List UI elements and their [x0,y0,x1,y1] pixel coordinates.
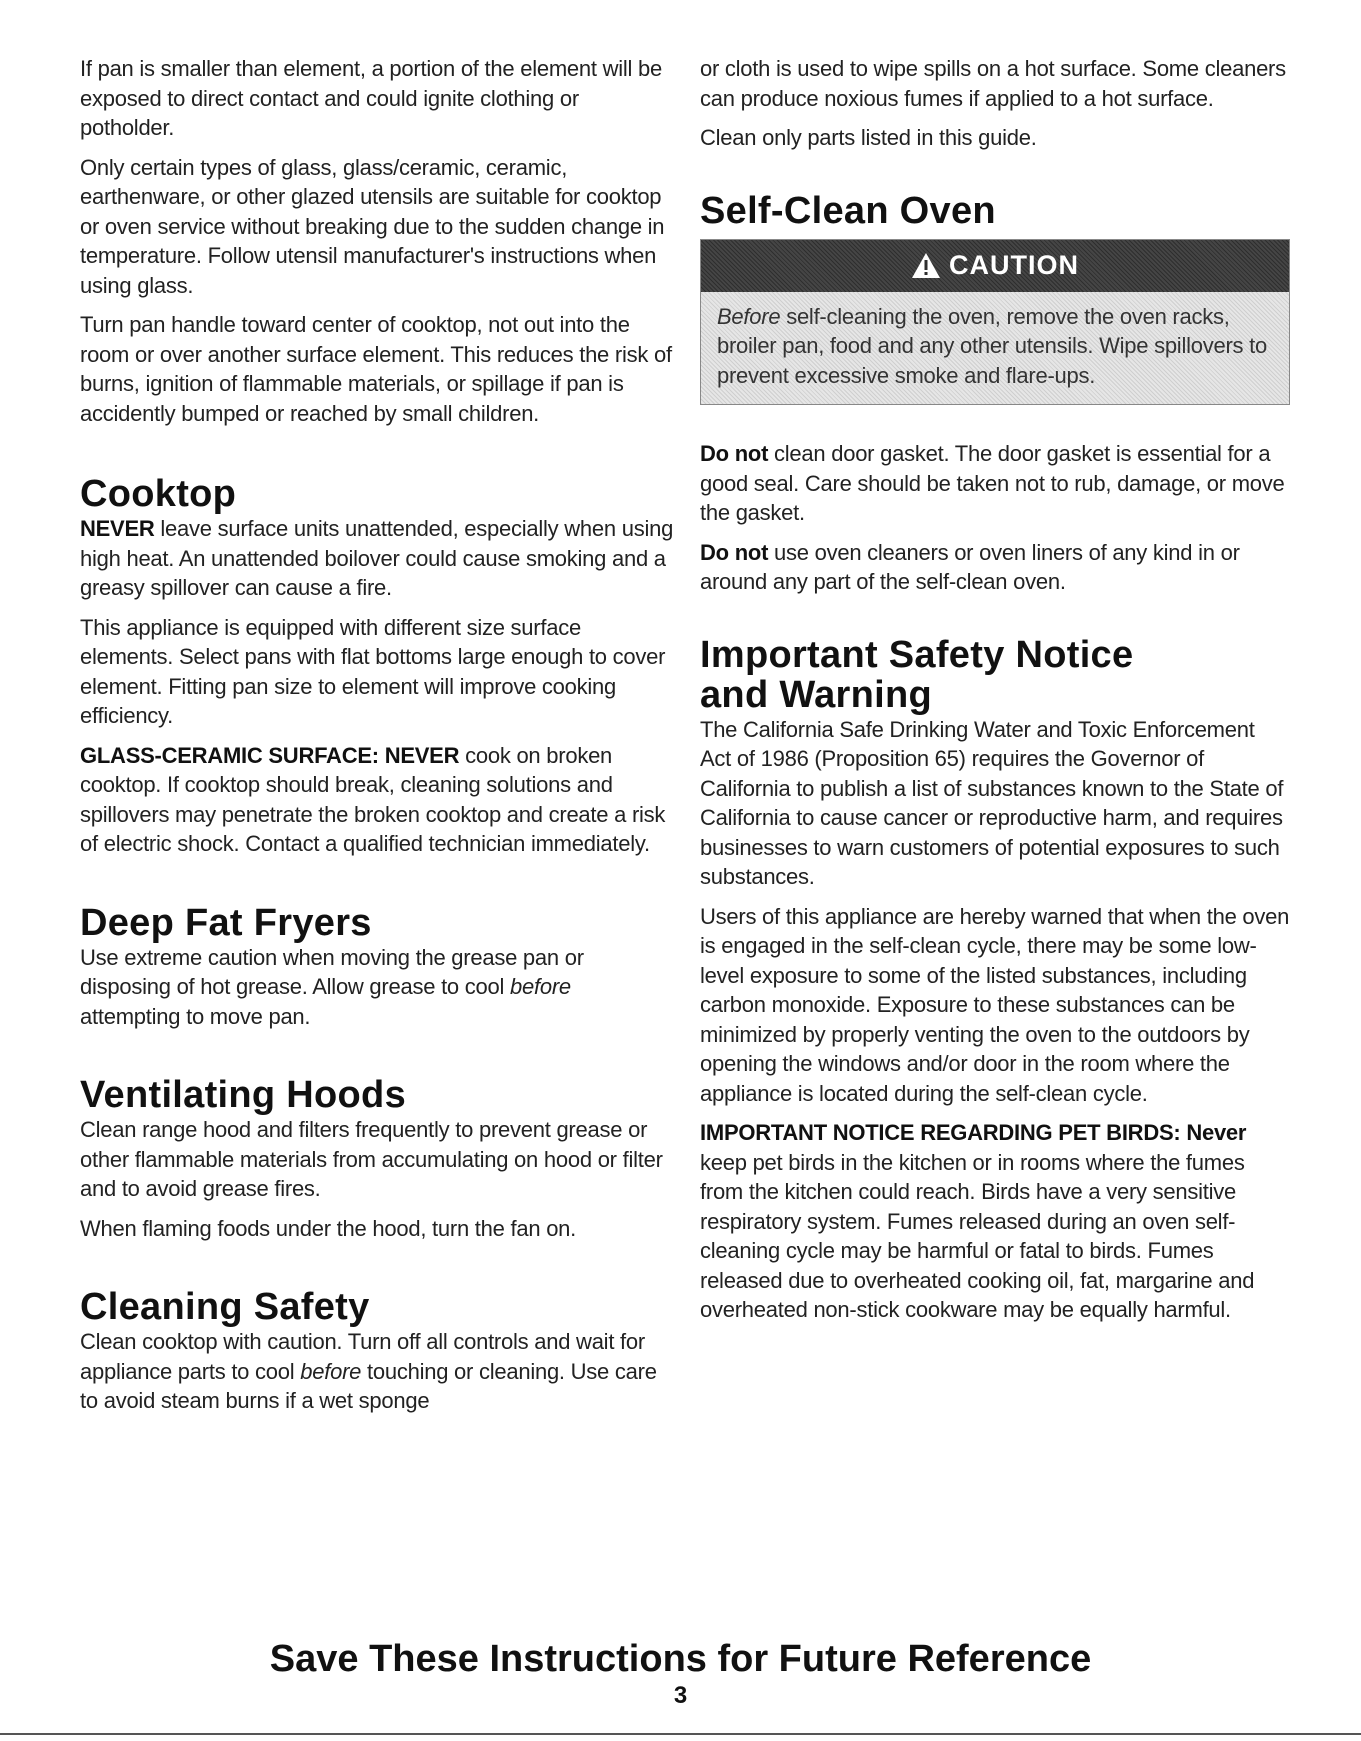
caution-box [700,239,1290,406]
cleaning-emphasis: before [300,1358,362,1384]
cleaning-text-b: touching or cleaning. Use care to avoid steam burns if a wet sponge [80,1358,657,1413]
self-clean-paragraph-1 [700,439,1290,528]
left-column [80,54,675,1426]
self-clean-text-1: clean door gasket. The door gasket is essential for a good seal. Care should be taken not to rub, damage, or move the gasket. [700,441,1285,525]
clean-only-paragraph: Clean only parts listed in this guide. [700,125,1037,150]
cooktop-paragraph-1-text: leave surface units unattended, especially when using high heat. An unattended boilover could cause smoking and a greasy spillover can cause a fire. [80,516,674,600]
safety-notice-heading-line-1: Important Safety Notice [700,633,1134,676]
do-not-lead-2: Do not [700,539,769,565]
page-number: 3 [673,1682,688,1709]
caution-text [701,292,1289,405]
deep-fat-text-b: attempting to move pan. [80,1003,311,1029]
cooktop-paragraph-2: This appliance is equipped with different size surface elements. Select pans with flat bottoms large enough to cover element. Fitting pan size to element will improve cooking efficiency. [80,614,666,728]
cooktop-paragraph-1 [80,514,675,603]
safety-notice-heading [700,635,1290,715]
self-clean-oven-heading: Self-Clean Oven [700,189,996,232]
caution-header [701,240,1289,292]
right-column [700,54,1290,1335]
caution-emphasis: Before [717,303,781,329]
cooktop-paragraph-3 [80,741,675,859]
caution-body: self-cleaning the oven, remove the oven racks, broiler pan, food and any other utensils. Wipe spillovers to prevent excessive smoke and flare-ups. [717,303,1267,388]
safety-notice-paragraph-1: The California Safe Drinking Water and Toxic Enforcement Act of 1986 (Proposition 65) requires the Governor of California to publish a list of substances known to the State of California to cause cancer or reproductive harm, and requires businesses to warn customers of potential exposures to such substances. [700,716,1284,889]
warning-triangle-icon [911,252,941,279]
self-clean-paragraph-2 [700,538,1290,597]
never-lead: NEVER [80,516,155,541]
do-not-lead-1: Do not [700,441,769,466]
continued-paragraph: or cloth is used to wipe spills on a hot surface. Some cleaners can produce noxious fumes if applied to a hot surface. [700,56,1286,111]
footer-title: Save These Instructions for Future Reference [269,1638,1092,1680]
pet-birds-lead: IMPORTANT NOTICE REGARDING PET BIRDS: Never [700,1120,1247,1145]
deep-fat-text-a: Use extreme caution when moving the grease pan or disposing of hot grease. Allow grease to cool [80,944,584,999]
self-clean-text-2: use oven cleaners or oven liners of any kind in or around any part of the self-clean oven. [700,539,1240,594]
bottom-rule [0,1733,1361,1735]
cooktop-heading: Cooktop [80,473,237,515]
ventilating-hoods-heading: Ventilating Hoods [80,1074,407,1116]
cleaning-safety-heading: Cleaning Safety [80,1286,370,1328]
cleaning-paragraph [80,1327,675,1416]
pet-birds-text: keep pet birds in the kitchen or in rooms where the fumes from the kitchen could reach. Birds have a very sensitive respiratory system. Fumes released during an oven self-cleaning cycle may be harmful or fatal to birds. Fumes released due to overheated cooking oil, fat, margarine and overheated non-stick cookware may be equally harmful. [700,1149,1255,1322]
deep-fat-paragraph [80,943,675,1032]
ventilating-paragraph-1: Clean range hood and filters frequently to prevent grease or other flammable materials from accumulating on hood or filter and to avoid grease fires. [80,1117,663,1201]
intro-paragraph-2: Only certain types of glass, glass/ceramic, ceramic, earthenware, or other glazed utensils are suitable for cooktop or oven service without breaking due to the sudden change in temperature. Follow utensil manufacturer's instructions when using glass. [80,154,665,298]
glass-ceramic-lead: GLASS-CERAMIC SURFACE: NEVER [80,742,460,768]
cooktop-paragraph-3-text: cook on broken cooktop. If cooktop should break, cleaning solutions and spillovers may penetrate the broken cooktop and create a risk of electric shock. Contact a qualified technician immediately. [80,742,666,856]
intro-paragraph-1: If pan is smaller than element, a portion of the element will be exposed to direct contact and could ignite clothing or potholder. [80,56,662,140]
safety-notice-paragraph-2: Users of this appliance are hereby warned that when the oven is engaged in the self-clean cycle, there may be some low-level exposure to some of the listed substances, including carbon monoxide. Exposure to these substances can be minimized by properly venting the oven to the outdoors by opening the windows and/or door in the room where the appliance is located during the self-clean cycle. [700,903,1290,1106]
caution-label: CAUTION [949,250,1079,280]
deep-fat-fryers-heading: Deep Fat Fryers [80,901,372,944]
intro-paragraph-3: Turn pan handle toward center of cooktop, not out into the room or over another surface element. This reduces the risk of burns, ignition of flammable materials, or spillage if pan is accidently bumped or reached by small children. [80,312,672,426]
pet-birds-paragraph [700,1118,1290,1325]
cleaning-text-a: Clean cooktop with caution. Turn off all controls and wait for appliance parts to cool [80,1329,645,1384]
safety-notice-heading-line-2: and Warning [700,673,932,716]
deep-fat-emphasis: before [510,974,571,999]
ventilating-paragraph-2: When flaming foods under the hood, turn the fan on. [80,1215,577,1241]
